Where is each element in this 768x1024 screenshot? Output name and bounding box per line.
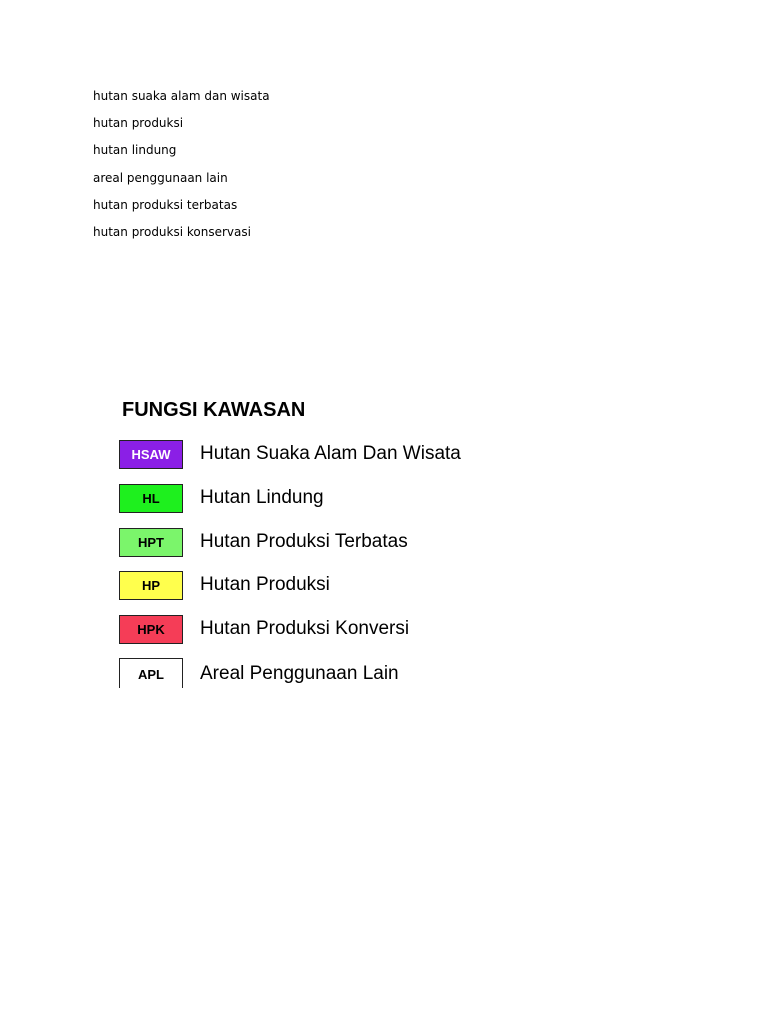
legend-title: FUNGSI KAWASAN	[122, 399, 306, 421]
legend-row-hpt	[119, 526, 408, 558]
legend-swatch-hpt: HPT	[119, 528, 183, 557]
legend-swatch-hp: HP	[119, 571, 183, 600]
legend-swatch-hl: HL	[119, 484, 183, 513]
text-list-item: hutan suaka alam dan wisata	[93, 89, 270, 103]
legend-row-hl	[119, 482, 324, 514]
legend-label-hpk: Hutan Produksi Konversi	[200, 618, 410, 639]
text-list-item: hutan produksi terbatas	[93, 197, 238, 212]
legend-row-hpk	[119, 613, 409, 645]
forest-function-text-list	[93, 87, 270, 250]
legend-label-hpt: Hutan Produksi Terbatas	[200, 531, 408, 552]
text-list-item: hutan produksi	[93, 116, 184, 131]
legend-row-hsaw	[119, 438, 461, 470]
legend-swatch-hsaw: HSAW	[119, 440, 183, 469]
legend-label-apl: Areal Penggunaan Lain	[200, 663, 399, 684]
legend-label-hl: Hutan Lindung	[200, 487, 324, 508]
text-list-item: hutan lindung	[93, 143, 177, 158]
text-list-item: hutan produksi konservasi	[93, 224, 251, 239]
text-list-item: areal penggunaan lain	[93, 170, 228, 185]
legend-row-apl	[119, 658, 399, 688]
legend-swatch-hpk: HPK	[119, 615, 183, 644]
fungsi-kawasan-legend	[119, 396, 539, 688]
legend-swatch-apl: APL	[119, 658, 183, 688]
legend-row-hp	[119, 569, 330, 601]
legend-label-hsaw: Hutan Suaka Alam Dan Wisata	[200, 443, 461, 464]
legend-label-hp: Hutan Produksi	[200, 574, 330, 595]
